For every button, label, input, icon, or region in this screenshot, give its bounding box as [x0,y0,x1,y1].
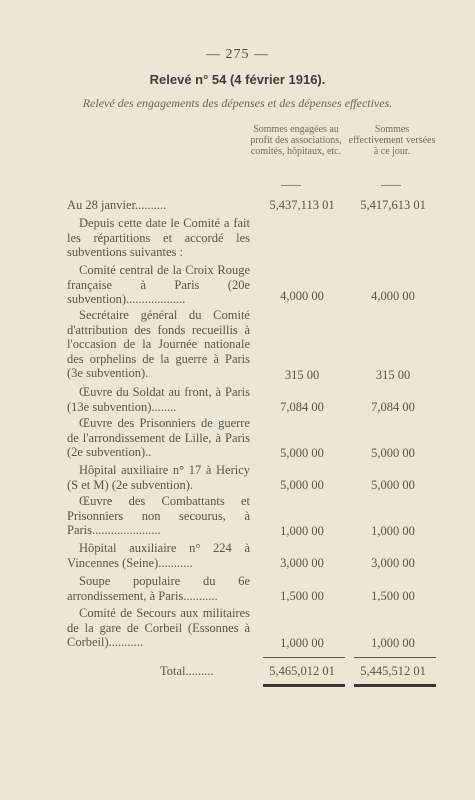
row-label: Soupe populaire du 6e arrondissement, à Paris........... [67,574,250,603]
total-engaged-amount: 5,465,012 01 [269,664,335,678]
row-label: Œuvre des Combattants et Prisonniers non secourus, à Paris...................... [67,494,250,538]
row-paid-amount: 5,417,613 01 [360,198,426,212]
row-label: Au 28 janvier.......... [67,198,167,212]
row-label: Depuis cette date le Comité a fait les répartitions et accordé les subventions suivantes : [67,216,250,260]
header-dash [281,185,301,186]
row-engaged-amount: 5,000 00 [280,478,324,492]
row-label: Secrétaire général du Comité d'attribution des fonds recueillis à l'occasion de la Journée nationale des orphelins de la guerre à Paris (3e subvention). [67,308,250,381]
row-paid-amount: 5,000 00 [371,446,415,460]
column-header-paid: Sommes effectivement versées à ce jour. [348,124,436,157]
row-engaged-amount: 315 00 [284,368,320,382]
row-label: Œuvre des Prisonniers de guerre de l'arrondissement de Lille, à Paris (2e subvention).. [67,416,250,460]
row-engaged-amount: 1,000 00 [280,636,324,650]
page-number: — 275 — [206,47,269,62]
row-label: Hôpital auxiliaire n° 224 à Vincennes (Seine)........... [67,541,250,570]
row-engaged-amount: 1,500 00 [280,589,324,603]
row-engaged-amount: 5,000 00 [280,446,324,460]
row-paid-amount: 7,084 00 [371,400,415,414]
total-rule-paid [354,657,436,658]
row-engaged-amount: 4,000 00 [280,289,324,303]
header-dash [381,185,401,186]
row-paid-amount: 1,500 00 [371,589,415,603]
row-label: Comité de Secours aux militaires de la gare de Corbeil (Essonnes à Corbeil)........... [67,606,250,650]
row-paid-amount: 3,000 00 [371,556,415,570]
row-engaged-amount: 3,000 00 [280,556,324,570]
row-paid-amount: 315 00 [375,368,411,382]
total-double-rule-engaged [263,684,345,687]
total-label: Total......... [160,664,214,678]
total-rule-engaged [263,657,345,658]
row-engaged-amount: 5,437,113 01 [269,198,335,212]
total-paid-amount: 5,445,512 01 [360,664,426,678]
row-engaged-amount: 1,000 00 [280,524,324,538]
row-label: Œuvre du Soldat au front, à Paris (13e subvention)........ [67,385,250,414]
column-header-engaged: Sommes engagées au profit des associations, comités, hôpitaux, etc. [250,124,342,157]
row-paid-amount: 1,000 00 [371,524,415,538]
row-label: Hôpital auxiliaire n° 17 à Hericy (S et M) (2e subvention). [67,463,250,492]
page-subtitle: Relevé des engagements des dépenses et des dépenses effectives. [82,96,393,110]
row-label: Comité central de la Croix Rouge française à Paris (20e subvention)................... [67,263,250,307]
row-paid-amount: 1,000 00 [371,636,415,650]
total-double-rule-paid [354,684,436,687]
row-paid-amount: 4,000 00 [371,289,415,303]
row-paid-amount: 5,000 00 [371,478,415,492]
row-engaged-amount: 7,084 00 [280,400,324,414]
page-title: Relevé n° 54 (4 février 1916). [149,72,326,87]
